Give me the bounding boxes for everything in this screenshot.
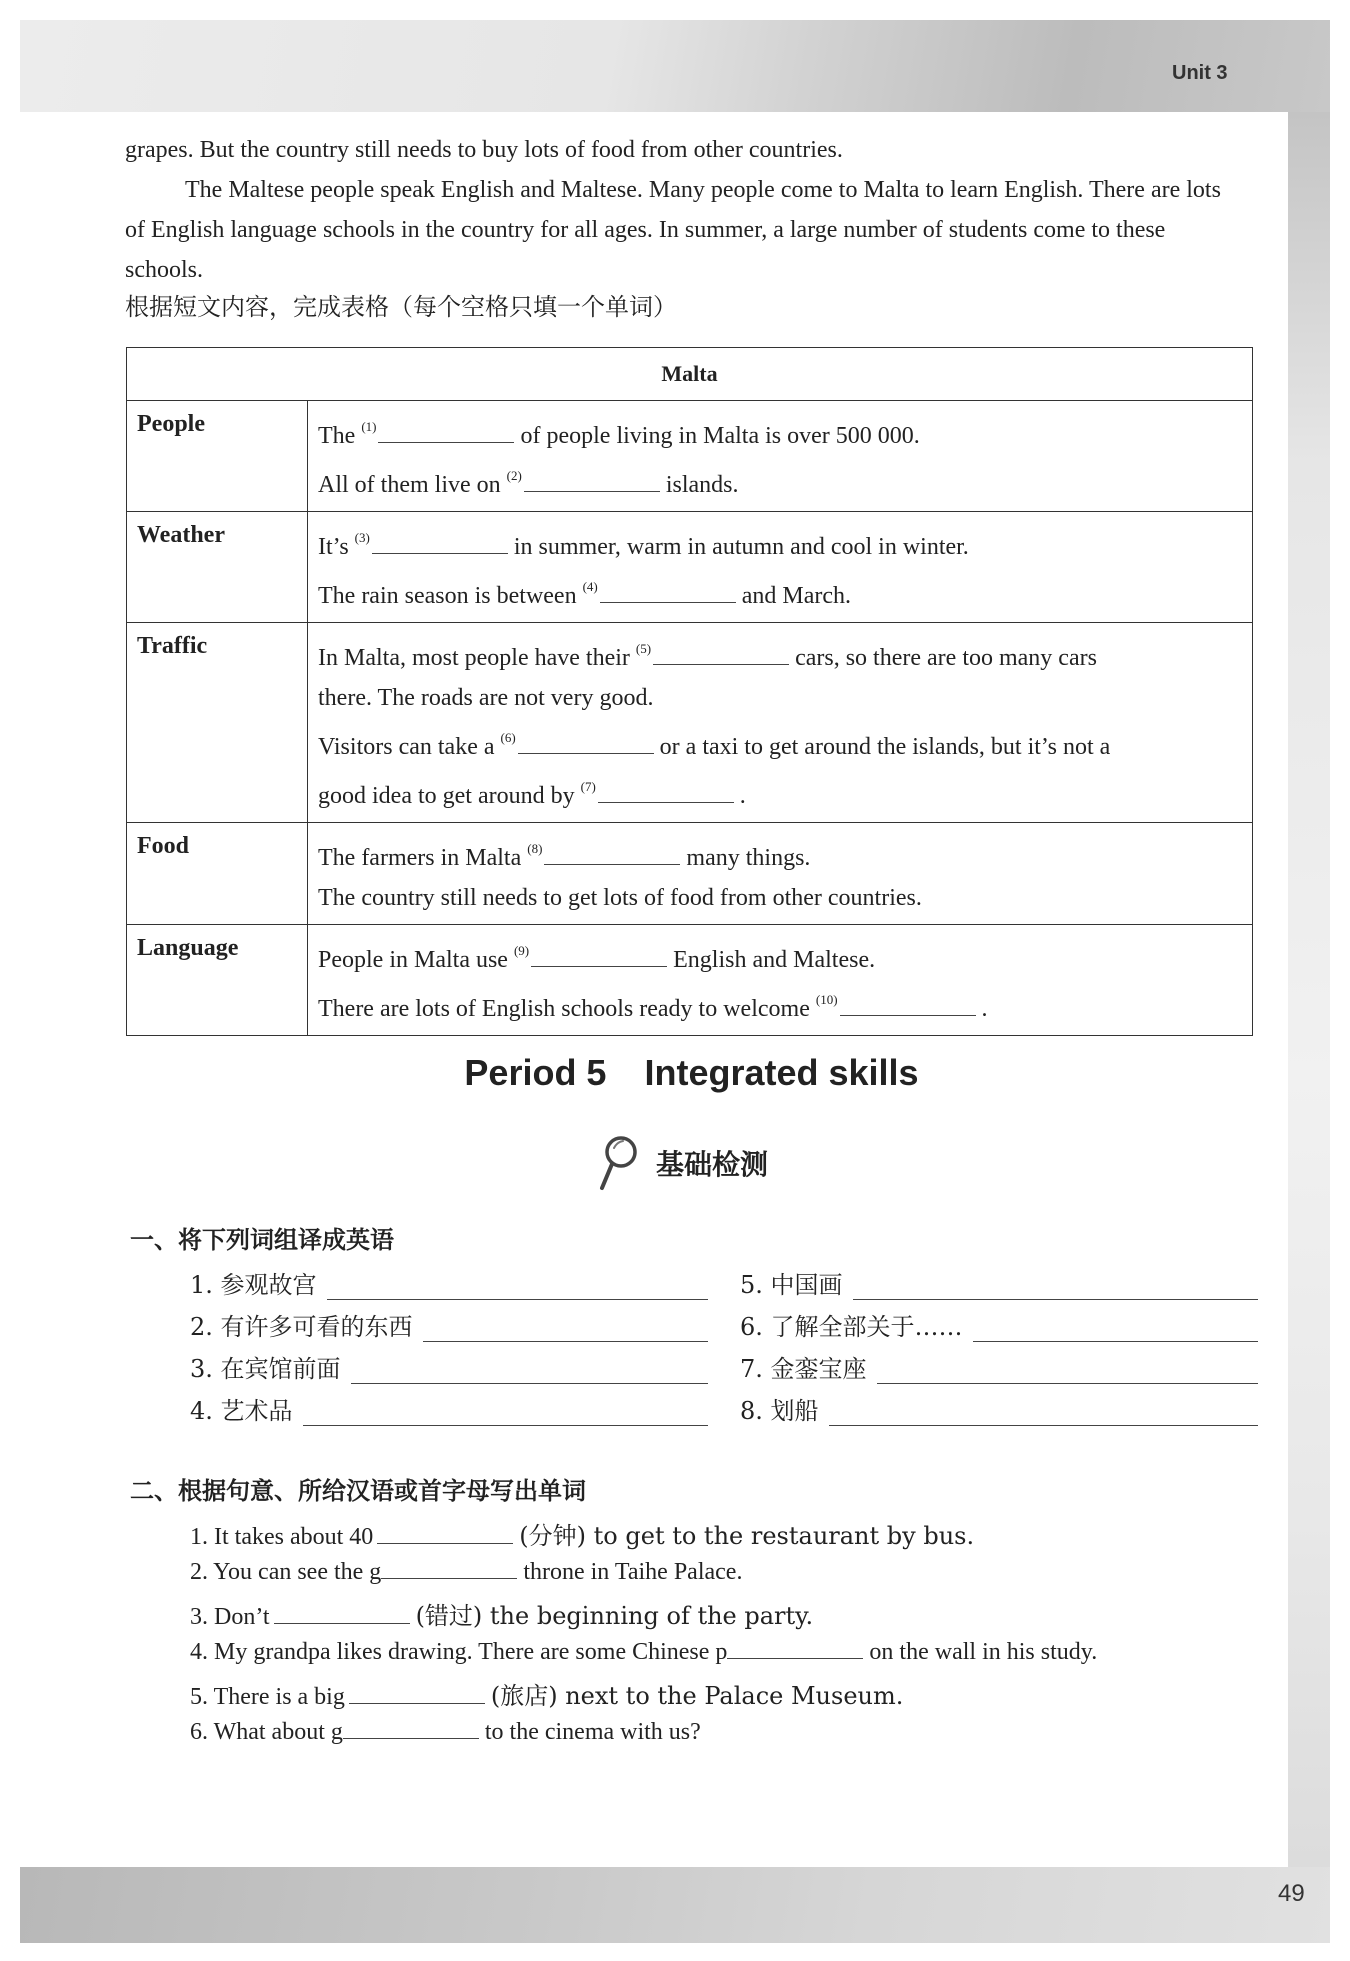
answer-line[interactable]: [327, 1279, 708, 1300]
text: .: [981, 996, 988, 1022]
row-label: Traffic: [127, 623, 308, 823]
sentence-text: (旅店) next to the Palace Museum.: [490, 1682, 904, 1710]
answer-blank[interactable]: [381, 1556, 517, 1579]
vocab-item: [740, 1307, 1258, 1342]
text: There are lots of English schools ready to welcome: [318, 996, 810, 1022]
vocab-item: [740, 1349, 1258, 1384]
vocab-item: [190, 1265, 708, 1300]
passage-line: grapes. But the country still needs to buy lots of food from other countries.: [125, 137, 843, 163]
table-row-weather: [127, 512, 1253, 623]
footer-band: [20, 1867, 1330, 1943]
sentence-item: [190, 1516, 974, 1551]
answer-blank-7[interactable]: [598, 780, 734, 803]
sentence-text: 5. There is a big: [190, 1684, 345, 1710]
answer-blank[interactable]: [274, 1601, 410, 1624]
vocab-prompt: 8. 划船: [740, 1397, 819, 1425]
answer-blank-8[interactable]: [544, 842, 680, 865]
row-content: [308, 623, 1253, 823]
table-row-language: [127, 925, 1253, 1036]
text: All of them live on: [318, 472, 501, 498]
blank-number: (10): [815, 992, 838, 1007]
text: It’s: [318, 534, 349, 560]
vocab-prompt: 6. 了解全部关于……: [740, 1313, 963, 1341]
row-content: [308, 925, 1253, 1036]
page-number: 49: [1278, 1880, 1305, 1907]
text: or a taxi to get around the islands, but it’s not a: [659, 734, 1111, 760]
row-content: [308, 512, 1253, 623]
text: In Malta, most people have their: [318, 645, 630, 671]
sentence-item: [190, 1596, 813, 1631]
blank-number: (7): [580, 779, 596, 794]
vocab-prompt: 3. 在宾馆前面: [190, 1355, 341, 1383]
text: and March.: [741, 583, 852, 609]
row-content: [308, 401, 1253, 512]
sentence-text: (分钟) to get to the restaurant by bus.: [519, 1522, 975, 1550]
section-heading: [598, 1134, 768, 1192]
blank-number: (3): [354, 530, 370, 545]
table-row-food: [127, 823, 1253, 925]
blank-number: (2): [506, 468, 522, 483]
vocab-prompt: 5. 中国画: [740, 1271, 843, 1299]
answer-blank[interactable]: [727, 1636, 863, 1659]
answer-line[interactable]: [351, 1363, 708, 1384]
table-title: Malta: [127, 348, 1253, 401]
passage-paragraph: The Maltese people speak English and Maltese. Many people come to Malta to learn English. There are lots of English language schools in the country for all ages. In summer, a large number of students come to these schools.: [125, 177, 1221, 283]
section-title: 基础检测: [656, 1148, 769, 1181]
period-title: [0, 1052, 1350, 1094]
answer-line[interactable]: [853, 1279, 1258, 1300]
blank-number: (8): [527, 841, 543, 856]
answer-blank[interactable]: [377, 1521, 513, 1544]
unit-label: Unit 3: [1172, 62, 1228, 84]
sentence-text: (错过) the beginning of the party.: [415, 1602, 814, 1630]
answer-blank-3[interactable]: [372, 531, 508, 554]
answer-line[interactable]: [877, 1363, 1258, 1384]
vocab-prompt: 7. 金銮宝座: [740, 1355, 867, 1383]
answer-line[interactable]: [303, 1405, 708, 1426]
table-row-traffic: [127, 623, 1253, 823]
sentence-text: on the wall in his study.: [869, 1639, 1098, 1665]
answer-blank[interactable]: [349, 1681, 485, 1704]
part1-title: 一、将下列词组译成英语: [130, 1226, 394, 1254]
text: islands.: [665, 472, 739, 498]
text: The country still needs to get lots of food from other countries.: [318, 885, 922, 911]
period-number: Period 5: [464, 1052, 607, 1093]
vocab-prompt: 2. 有许多可看的东西: [190, 1313, 413, 1341]
answer-blank-1[interactable]: [378, 420, 514, 443]
text: of people living in Malta is over 500 000.: [520, 423, 920, 449]
text: .: [739, 783, 746, 809]
answer-blank-6[interactable]: [518, 731, 654, 754]
answer-blank-9[interactable]: [531, 944, 667, 967]
sentence-text: 2. You can see the g: [190, 1559, 382, 1585]
text: in summer, warm in autumn and cool in winter.: [513, 534, 969, 560]
sentence-text: 3. Don’t: [190, 1604, 270, 1630]
reading-passage: [125, 130, 1235, 290]
sentence-text: 6. What about g: [190, 1719, 343, 1745]
vocab-item: [190, 1349, 708, 1384]
blank-number: (9): [513, 943, 530, 958]
blank-number: (6): [500, 730, 516, 745]
sentence-text: throne in Taihe Palace.: [523, 1559, 743, 1585]
blank-number: (4): [582, 579, 598, 594]
text: Visitors can take a: [318, 734, 495, 760]
part2-title: 二、根据句意、所给汉语或首字母写出单词: [130, 1477, 586, 1505]
malta-table: [126, 347, 1253, 1036]
text: English and Maltese.: [673, 947, 876, 973]
sentence-text: 1. It takes about 40: [190, 1524, 374, 1550]
table-instruction: 根据短文内容，完成表格（每个空格只填一个单词）: [125, 293, 677, 321]
vocab-item: [740, 1391, 1258, 1426]
row-label: People: [127, 401, 308, 512]
sentence-text: to the cinema with us?: [484, 1719, 701, 1745]
blank-number: (5): [635, 641, 652, 656]
text: The farmers in Malta: [318, 845, 522, 871]
sentence-text: 4. My grandpa likes drawing. There are some Chinese p: [190, 1639, 728, 1665]
text: cars, so there are too many cars: [795, 645, 1097, 671]
text: many things.: [686, 845, 811, 871]
text: there. The roads are not very good.: [318, 685, 654, 711]
vocab-item: [190, 1391, 708, 1426]
sentence-item: [190, 1556, 742, 1586]
vocab-prompt: 4. 艺术品: [190, 1397, 293, 1425]
period-name: Integrated skills: [644, 1052, 919, 1093]
table-row-people: [127, 401, 1253, 512]
sentence-item: [190, 1716, 701, 1746]
sentence-item: [190, 1636, 1097, 1666]
row-label: Language: [127, 925, 308, 1036]
vocab-item: [740, 1265, 1258, 1300]
answer-blank-10[interactable]: [840, 993, 976, 1016]
vocab-prompt: 1. 参观故宫: [190, 1271, 317, 1299]
sentence-item: [190, 1676, 903, 1711]
text: The: [318, 423, 356, 449]
header-band: [20, 20, 1330, 112]
magnifier-icon: [598, 1134, 640, 1192]
answer-line[interactable]: [423, 1321, 708, 1342]
text: good idea to get around by: [318, 783, 575, 809]
answer-line[interactable]: [829, 1405, 1258, 1426]
answer-blank-5[interactable]: [653, 642, 789, 665]
side-band: [1288, 112, 1330, 1867]
answer-blank-2[interactable]: [524, 469, 660, 492]
row-label: Food: [127, 823, 308, 925]
vocab-item: [190, 1307, 708, 1342]
answer-line[interactable]: [973, 1321, 1258, 1342]
text: The rain season is between: [318, 583, 577, 609]
row-label: Weather: [127, 512, 308, 623]
answer-blank-4[interactable]: [600, 580, 736, 603]
answer-blank[interactable]: [343, 1716, 479, 1739]
row-content: [308, 823, 1253, 925]
text: People in Malta use: [318, 947, 508, 973]
blank-number: (1): [361, 419, 377, 434]
